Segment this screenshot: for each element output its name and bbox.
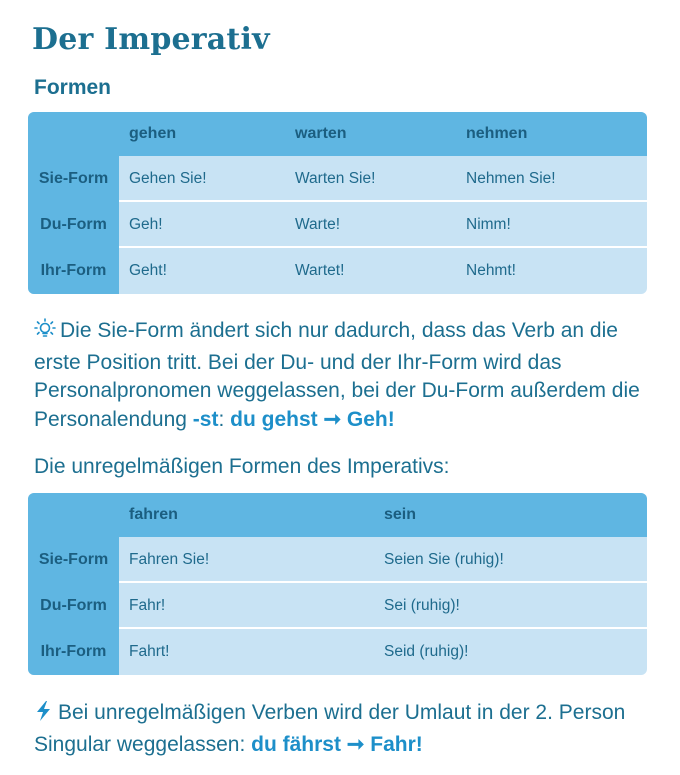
tip-example: du gehst ➞ Geh! (230, 407, 395, 431)
column-header: gehen (129, 125, 177, 142)
table-cell: Sei (ruhig)! (384, 597, 460, 614)
row-header: Ihr-Form (40, 643, 107, 660)
table-cell: Geht! (129, 262, 167, 279)
lightbulb-icon (34, 318, 56, 349)
table-cell: Warte! (295, 216, 341, 233)
tip-paragraph (34, 317, 654, 434)
irregular-forms-heading: Die unregelmäßigen Formen des Imperativs: (34, 455, 450, 478)
table-row (28, 583, 647, 629)
tip-colon: : (218, 407, 225, 431)
note-text: Bei unregelmäßigen Verben wird der Umlaut in der 2. Person Singular weggelassen: (34, 701, 626, 756)
row-header: Du-Form (40, 216, 107, 233)
section-subtitle: Formen (34, 76, 112, 99)
table-cell: Geh! (129, 216, 163, 233)
imperative-table-irregular (28, 493, 647, 675)
note-paragraph (34, 699, 654, 759)
table-header (28, 112, 647, 156)
table-cell: Nehmt! (466, 262, 516, 279)
table-cell: Wartet! (295, 262, 345, 279)
table-cell: Fahrt! (129, 643, 170, 660)
column-header: sein (384, 506, 417, 523)
table-cell: Seid (ruhig)! (384, 643, 469, 660)
note-example: du fährst ➞ Fahr! (251, 732, 423, 756)
column-header: warten (295, 125, 347, 142)
table-cell: Gehen Sie! (129, 170, 207, 187)
tip-highlight-suffix: -st (192, 407, 219, 431)
table-cell: Warten Sie! (295, 170, 376, 187)
row-header: Sie-Form (38, 551, 109, 568)
table-cell: Nehmen Sie! (466, 170, 556, 187)
table-cell: Fahren Sie! (129, 551, 210, 568)
row-header: Ihr-Form (40, 262, 107, 279)
lightning-icon (34, 700, 54, 731)
page-title: Der Imperativ (32, 22, 270, 57)
table-cell: Nimm! (466, 216, 511, 233)
column-header: fahren (129, 506, 178, 523)
tip-text: Die Sie-Form ändert sich nur dadurch, dass das Verb an die erste Position tritt. Bei der Du- und der Ihr-Form wird das Personalpronomen weggelassen, bei der Du-Form außerdem die Personalendung (34, 319, 640, 431)
table-row (28, 202, 647, 248)
table-cell: Seien Sie (ruhig)! (384, 551, 504, 568)
column-header: nehmen (466, 125, 528, 142)
row-header: Du-Form (40, 597, 107, 614)
imperative-table-regular (28, 112, 647, 294)
table-row (28, 248, 647, 294)
table-header (28, 493, 647, 537)
table-cell: Fahr! (129, 597, 166, 614)
table-row (28, 156, 647, 202)
table-row (28, 537, 647, 583)
table-row (28, 629, 647, 675)
row-header: Sie-Form (38, 170, 109, 187)
